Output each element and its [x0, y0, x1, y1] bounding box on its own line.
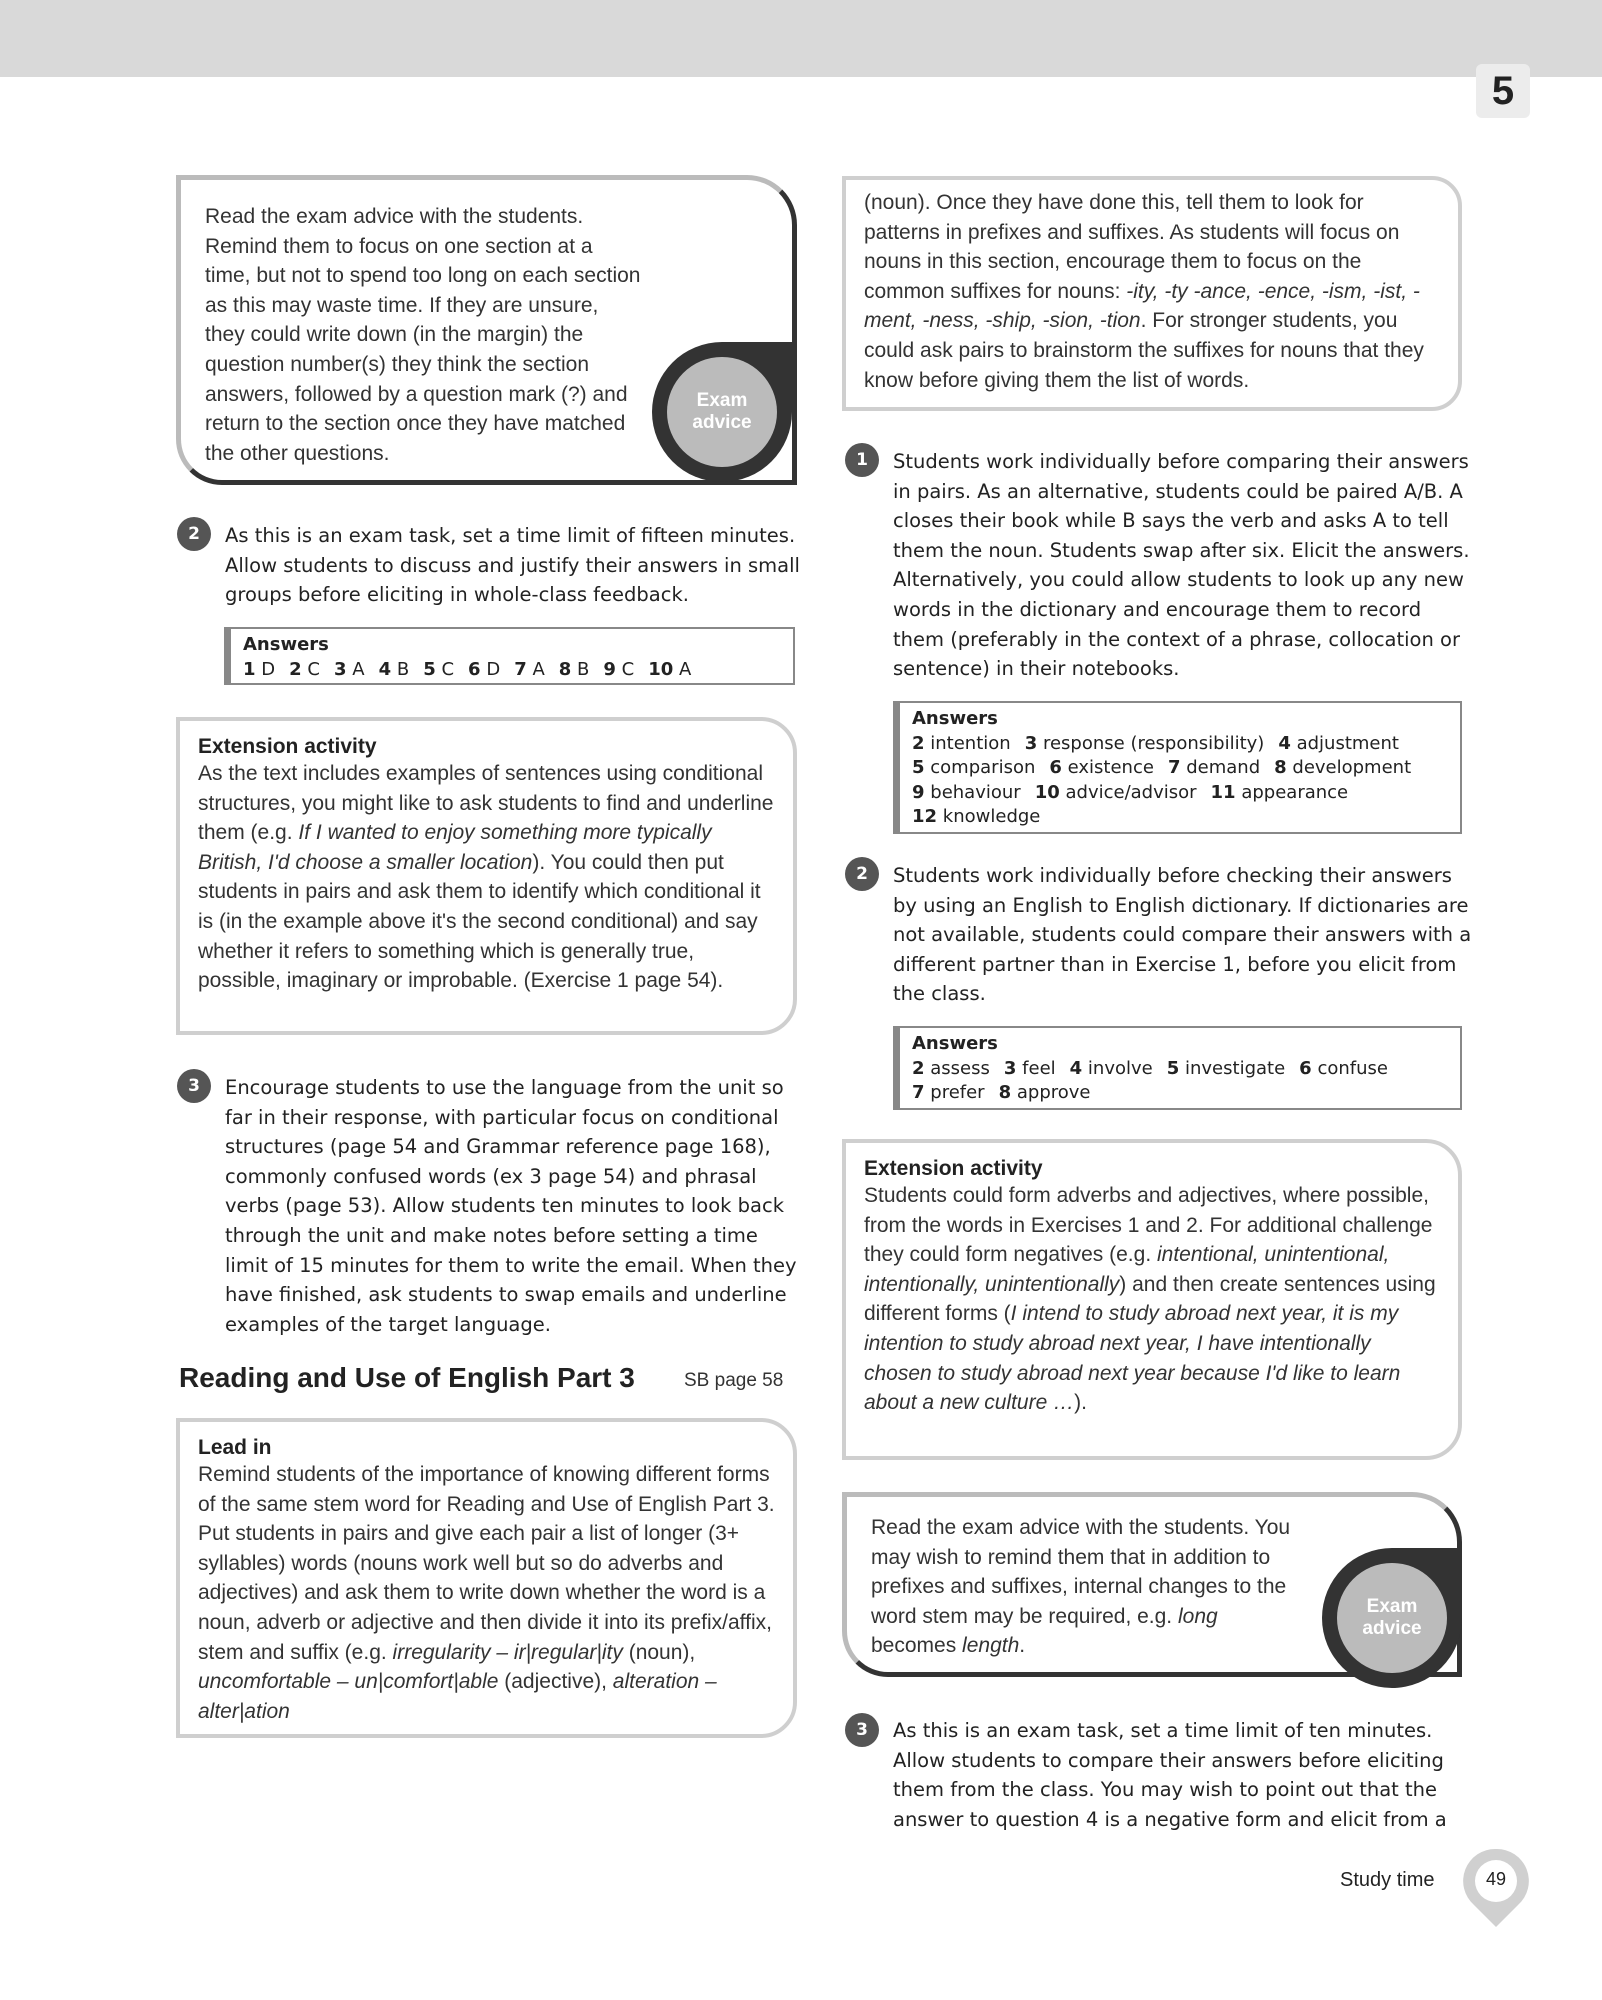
step-text: Students work individually before checking their answers by using an English to English dictionary. If dictionaries are not available, students could compare their answers with a different partner than in Exercise 1, before you elicit from the class. — [893, 864, 1472, 1006]
answer-item: 6 confuse — [1299, 1057, 1388, 1079]
answer-item: 10 A — [648, 658, 692, 680]
extension-activity-box — [842, 1139, 1462, 1460]
answer-item: 11 appearance — [1210, 781, 1349, 803]
answers-list — [912, 1057, 1448, 1106]
answer-item: 3 feel — [1003, 1057, 1056, 1079]
answer-item: 2 intention — [912, 732, 1011, 754]
answer-item: 5 C — [423, 658, 455, 680]
answers-title: Answers — [912, 1033, 998, 1054]
answers-box — [893, 1026, 1462, 1110]
extension-title: Extension activity — [864, 1157, 1043, 1180]
answers-title: Answers — [912, 708, 998, 729]
answers-box — [893, 701, 1462, 834]
exam-advice-badge — [1322, 1548, 1462, 1688]
extension-title: Extension activity — [198, 735, 377, 758]
footer-section: Study time — [1340, 1869, 1435, 1891]
step-text: As this is an exam task, set a time limit of fifteen minutes. Allow students to discuss and justify their answers in small groups before eliciting in whole-class feedback. — [225, 524, 800, 607]
lead-in-box — [176, 1418, 797, 1738]
answer-item: 7 A — [514, 658, 545, 680]
step-number: 2 — [845, 857, 879, 891]
sb-page-ref: SB page 58 — [684, 1370, 784, 1391]
answer-item: 2 assess — [912, 1057, 990, 1079]
answer-item: 7 prefer — [912, 1082, 985, 1103]
answer-item: 6 D — [468, 658, 501, 680]
section-heading: Reading and Use of English Part 3 — [179, 1362, 635, 1393]
answer-item: 1 D — [243, 658, 276, 680]
lead-in-title: Lead in — [198, 1436, 272, 1459]
answer-item: 4 adjustment — [1278, 732, 1399, 754]
step-text: As this is an exam task, set a time limit of ten minutes. Allow students to compare their answers before eliciting them from the class. You may wish to point out that the answer to question 4 is a negative form and elicit from a — [893, 1719, 1447, 1831]
answer-item: 12 knowledge — [912, 806, 1041, 827]
answer-item: 8 approve — [998, 1082, 1091, 1103]
answers-box — [224, 627, 795, 685]
exam-advice-text: Read the exam advice with the students. You may wish to remind them that in addition to prefixes and suffixes, internal changes to the word stem may be required, e.g. long becomes length. — [871, 1516, 1291, 1658]
answer-item: 8 B — [558, 658, 590, 680]
answer-item: 6 existence — [1049, 757, 1154, 778]
answers-title: Answers — [243, 634, 329, 655]
answer-item: 5 comparison — [912, 757, 1036, 778]
answer-item: 9 C — [603, 658, 635, 680]
exam-advice-label: Exam advice — [1337, 1563, 1447, 1673]
answer-item: 2 C — [289, 658, 320, 680]
page-number: 49 — [1485, 1869, 1507, 1889]
exam-advice-label: Exam advice — [667, 357, 777, 467]
unit-number-badge: 5 — [1476, 64, 1530, 118]
step-number: 2 — [177, 517, 211, 551]
continued-text: (noun). Once they have done this, tell them to look for patterns in prefixes and suffixes. As students will focus on nouns in this section, encourage them to focus on the common suffixes for nouns: -ity, -ty -ance, -ence, -ism, -ist, -ment, -ness, -ship, -sion, -tion. For stronger students, you could ask pairs to brainstorm the suffixes for nouns that they know before giving them the list of words. — [864, 191, 1424, 392]
answer-item: 5 investigate — [1166, 1057, 1286, 1079]
exam-advice-badge — [652, 342, 792, 482]
top-band — [0, 0, 1602, 77]
lead-in-text: Remind students of the importance of knowing different forms of the same stem word for Reading and Use of English Part 3. Put students in pairs and give each pair a list of longer (3+ syllables) words (nouns work well but so do adverbs and adjectives) and ask them to write down whether the word is a noun, adverb or adjective and then divide it into its prefix/affix, stem and suffix (e.g. irregularity – ir|regular|ity (noun), uncomfortable – un|comfort|able (adjective), alteration – alter|ation — [198, 1463, 775, 1723]
extension-text: As the text includes examples of sentences using conditional structures, you might like to ask students to find and underline them (e.g. If I wanted to enjoy something more typically British, I'd choose a smaller location). You could then put students in pairs and ask them to identify which conditional it is (in the example above it's the second conditional) and say whether it refers to something which is generally true, possible, imaginary or improbable. (Exercise 1 page 54). — [198, 762, 774, 993]
answer-item: 3 A — [333, 658, 365, 680]
extension-activity-box — [176, 717, 797, 1035]
step-number: 3 — [177, 1069, 211, 1103]
answer-item: 3 response (responsibility) — [1024, 732, 1265, 754]
answer-item: 10 advice/advisor — [1034, 781, 1197, 803]
step-number: 3 — [845, 1713, 879, 1747]
answer-item: 4 involve — [1069, 1057, 1153, 1079]
answers-list — [243, 658, 781, 683]
step-text: Students work individually before comparing their answers in pairs. As an alternative, students could be paired A/B. A closes their book while B says the verb and asks A to tell them the noun. Students swap after six. Elicit the answers. Alternatively, you could allow students to look up any new words in the dictionary and encourage them to record them (preferably in the context of a phrase, collocation or sentence) in their notebooks. — [893, 450, 1470, 681]
answer-item: 9 behaviour — [912, 781, 1021, 803]
step-number: 1 — [845, 443, 879, 477]
step-text: Encourage students to use the language from the unit so far in their response, with particular focus on conditional structures (page 54 and Grammar reference page 168), commonly confused words (ex 3 page 54) and phrasal verbs (page 53). Allow students ten minutes to look back through the unit and make notes before setting a time limit of 15 minutes for them to write the email. When they have finished, ask students to swap emails and underline examples of the target language. — [225, 1076, 797, 1336]
extension-text: Students could form adverbs and adjectives, where possible, from the words in Exercises 1 and 2. For additional challenge they could form negatives (e.g. intentional, unintentional, intentionally, unintentionally) and then create sentences using different forms (I intend to study abroad next year, it is my intention to study abroad next year, I have intentionally chosen to study abroad next year because I'd like to learn about a new culture …). — [864, 1184, 1436, 1415]
answer-item: 7 demand — [1167, 757, 1261, 778]
answer-item: 4 B — [378, 658, 410, 680]
answer-item: 8 development — [1274, 757, 1412, 778]
exam-advice-text: Read the exam advice with the students. Remind them to focus on one section at a time, but not to spend too long on each section as this may waste time. If they are unsure, they could write down (in the margin) the question number(s) they think the section answers, followed by a question mark (?) and return to the section once they have matched the other questions. — [205, 205, 641, 465]
continued-box — [842, 176, 1462, 411]
answers-list — [912, 732, 1448, 830]
